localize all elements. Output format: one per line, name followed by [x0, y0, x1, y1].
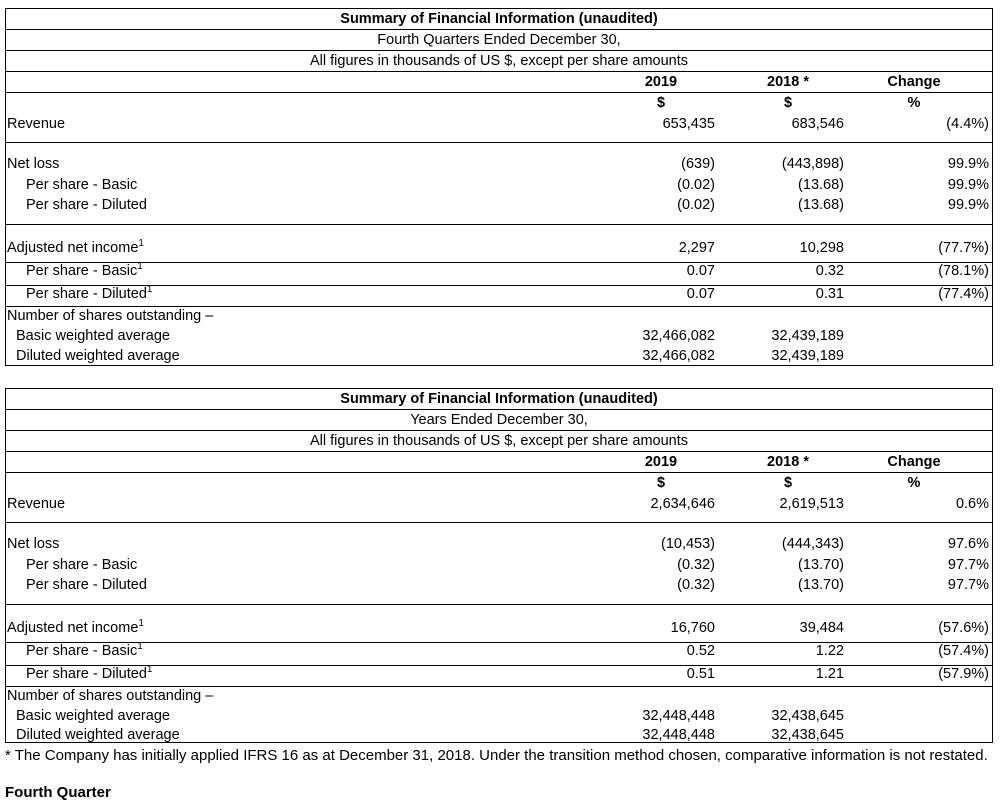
q4-col-change-header: Change — [887, 74, 941, 90]
yr-adj-income-2018: 39,484 — [799, 620, 844, 636]
yr-summary-table — [5, 388, 993, 743]
q4-eps-diluted-2019: (0.02) — [677, 197, 715, 213]
yr-eps-basic-label: Per share - Basic — [26, 557, 138, 573]
yr-adj-eps-diluted-label: Per share - Diluted$^1$ — [26, 664, 153, 682]
q4-diluted-wavg-2018: 32,439,189 — [771, 348, 844, 364]
q4-summary-table — [5, 8, 993, 366]
yr-revenue-2018: 2,619,513 — [779, 496, 844, 512]
yr-col-2018-header: 2018 * — [767, 454, 809, 470]
yr-adj-eps-diluted-2018: 1.21 — [815, 666, 844, 682]
yr-col-change-header: Change — [887, 454, 941, 470]
yr-adj-eps-basic-change: (57.4%) — [938, 643, 989, 659]
q4-period-label: Fourth Quarters Ended December 30, — [6, 30, 992, 51]
yr-revenue-change: 0.6% — [955, 496, 989, 512]
q4-basic-wavg-label: Basic weighted average — [16, 328, 170, 344]
yr-divider-adj-1 — [6, 642, 992, 643]
yr-adj-eps-basic-label: Per share - Basic$^1$ — [26, 641, 143, 659]
q4-unit-change: % — [907, 95, 921, 111]
q4-adj-eps-basic-label: Per share - Basic$^1$ — [26, 261, 143, 279]
q4-shares-heading: Number of shares outstanding – — [7, 308, 214, 324]
yr-divider-adj-2 — [6, 665, 992, 666]
yr-shares-heading: Number of shares outstanding – — [7, 688, 214, 704]
q4-adj-eps-diluted-change: (77.4%) — [938, 286, 989, 302]
q4-net-loss-2018: (443,898) — [781, 156, 844, 172]
q4-revenue-2018: 683,546 — [791, 116, 844, 132]
footnote-ref: 1 — [146, 284, 153, 295]
q4-unit-2018: $ — [783, 95, 793, 111]
q4-adj-eps-basic-change: (78.1%) — [938, 263, 989, 279]
yr-revenue-2019: 2,634,646 — [650, 496, 715, 512]
q4-eps-basic-label: Per share - Basic — [26, 177, 138, 193]
footnote-ref: 1 — [137, 261, 143, 272]
q4-revenue-change: (4.4%) — [946, 116, 989, 132]
footnote-ref: 1 — [137, 641, 143, 652]
q4-divider-net-loss — [6, 224, 992, 225]
yr-basic-wavg-2019: 32,448,448 — [642, 708, 715, 724]
q4-eps-diluted-2018: (13.68) — [798, 197, 844, 213]
q4-eps-basic-2018: (13.68) — [798, 177, 844, 193]
yr-basic-wavg-2018: 32,438,645 — [771, 708, 844, 724]
yr-divider-net-loss — [6, 604, 992, 605]
q4-eps-basic-change: 99.9% — [947, 177, 989, 193]
q4-divider-adj-1 — [6, 262, 992, 263]
yr-diluted-wavg-2019: 32,448,448 — [642, 727, 715, 743]
yr-unit-2018: $ — [783, 475, 793, 491]
yr-adj-income-2019: 16,760 — [670, 620, 715, 636]
yr-adj-income-change: (57.6%) — [938, 620, 989, 636]
yr-divider-revenue — [6, 522, 992, 523]
q4-net-loss-change: 99.9% — [947, 156, 989, 172]
q4-divider-adj-2 — [6, 285, 992, 286]
yr-basic-wavg-label: Basic weighted average — [16, 708, 170, 724]
q4-net-loss-label: Net loss — [7, 156, 60, 172]
q4-revenue-2019: 653,435 — [662, 116, 715, 132]
yr-eps-diluted-2018: (13.70) — [798, 577, 844, 593]
yr-net-loss-2018: (444,343) — [781, 536, 844, 552]
q4-unit-2019: $ — [656, 95, 666, 111]
q4-adj-eps-basic-2018: 0.32 — [815, 263, 844, 279]
ifrs16-footnote: * The Company has initially applied IFRS 16 as at December 31, 2018. Under the transition method chosen, comparative information is not restated. — [5, 747, 988, 764]
yr-adj-eps-diluted-change: (57.9%) — [938, 666, 989, 682]
q4-net-loss-2019: (639) — [681, 156, 715, 172]
yr-eps-basic-2018: (13.70) — [798, 557, 844, 573]
yr-net-loss-change: 97.6% — [947, 536, 989, 552]
yr-unit-change: % — [907, 475, 921, 491]
yr-table-title: Summary of Financial Information (unaudited) — [6, 389, 992, 410]
yr-adj-eps-basic-2018: 1.22 — [815, 643, 844, 659]
yr-adj-eps-diluted-2019: 0.51 — [686, 666, 715, 682]
yr-revenue-label: Revenue — [7, 496, 66, 512]
yr-eps-diluted-2019: (0.32) — [677, 577, 715, 593]
yr-header-divider — [6, 472, 992, 473]
q4-adj-income-2018: 10,298 — [799, 240, 844, 256]
q4-eps-diluted-change: 99.9% — [947, 197, 989, 213]
q4-eps-basic-2019: (0.02) — [677, 177, 715, 193]
yr-diluted-wavg-label: Diluted weighted average — [16, 727, 180, 743]
q4-diluted-wavg-label: Diluted weighted average — [16, 348, 180, 364]
yr-adj-income-label: Adjusted net income$^1$ — [7, 618, 144, 636]
q4-diluted-wavg-2019: 32,466,082 — [642, 348, 715, 364]
yr-net-loss-label: Net loss — [7, 536, 60, 552]
q4-adj-eps-diluted-2018: 0.31 — [815, 286, 844, 302]
yr-units-note: All figures in thousands of US $, except per share amounts — [6, 431, 992, 452]
q4-adj-income-label: Adjusted net income$^1$ — [7, 238, 144, 256]
yr-eps-basic-2019: (0.32) — [677, 557, 715, 573]
q4-adj-income-change: (77.7%) — [938, 240, 989, 256]
q4-eps-diluted-label: Per share - Diluted — [26, 197, 147, 213]
q4-col-2018-header: 2018 * — [767, 74, 809, 90]
yr-net-loss-2019: (10,453) — [660, 536, 715, 552]
q4-table-title: Summary of Financial Information (unaudited) — [6, 9, 992, 30]
yr-period-label: Years Ended December 30, — [6, 410, 992, 431]
footnote-ref: 1 — [138, 238, 144, 249]
q4-adj-income-2019: 2,297 — [678, 240, 715, 256]
yr-eps-diluted-change: 97.7% — [947, 577, 989, 593]
q4-divider-revenue — [6, 142, 992, 143]
cutoff-heading: Fourth Quarter — [5, 784, 111, 801]
yr-eps-diluted-label: Per share - Diluted — [26, 577, 147, 593]
yr-eps-basic-change: 97.7% — [947, 557, 989, 573]
yr-col-2019-header: 2019 — [644, 454, 678, 470]
footnote-ref: 1 — [138, 618, 144, 629]
q4-header-divider — [6, 92, 992, 93]
q4-units-note: All figures in thousands of US $, except per share amounts — [6, 51, 992, 72]
q4-adj-eps-basic-2019: 0.07 — [686, 263, 715, 279]
q4-adj-eps-diluted-2019: 0.07 — [686, 286, 715, 302]
yr-unit-2019: $ — [656, 475, 666, 491]
yr-diluted-wavg-2018: 32,438,645 — [771, 727, 844, 743]
q4-revenue-label: Revenue — [7, 116, 66, 132]
q4-adj-eps-diluted-label: Per share - Diluted$^1$ — [26, 284, 153, 302]
q4-col-2019-header: 2019 — [644, 74, 678, 90]
q4-basic-wavg-2019: 32,466,082 — [642, 328, 715, 344]
footnote-ref: 1 — [146, 664, 153, 675]
q4-basic-wavg-2018: 32,439,189 — [771, 328, 844, 344]
yr-adj-eps-basic-2019: 0.52 — [686, 643, 715, 659]
